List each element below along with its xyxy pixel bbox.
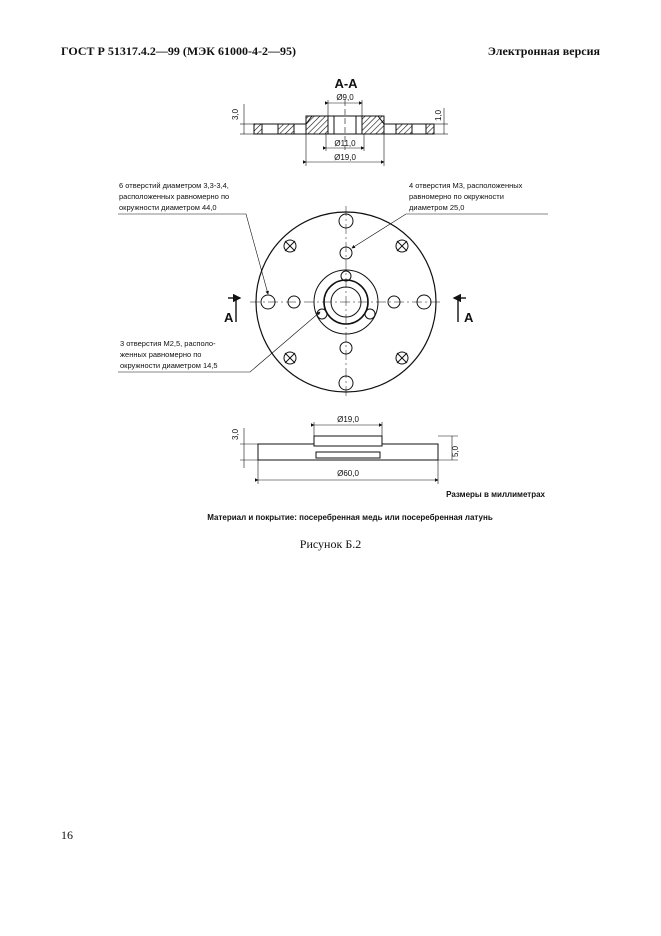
dim-bottom-t5: 5,0 (451, 445, 460, 457)
page-number: 16 (61, 828, 73, 842)
dim-top-d11: Ø11,0 (334, 139, 356, 148)
dim-top-d19: Ø19,0 (334, 153, 356, 162)
callout-6-holes-line-3: окружности диаметром 44,0 (119, 203, 217, 212)
callout-3-holes-line-3: окружности диаметром 14,5 (120, 361, 218, 370)
callout-4-holes-line-3: диаметром 25,0 (409, 203, 465, 212)
dim-top-t3: 3,0 (231, 108, 240, 120)
units-note: Размеры в миллиметрах (446, 490, 545, 499)
callout-6-holes-line-2: расположенных равномерно по (119, 192, 230, 201)
dim-top-t1: 1,0 (434, 109, 443, 121)
material-note: Материал и покрытие: посеребренная медь или посеребренная латунь (207, 513, 493, 522)
callout-3-holes-line-2: женных равномерно по (120, 350, 202, 359)
callout-6-holes-line-1: 6 отверстий диаметром 3,3-3,4, (119, 181, 229, 190)
document-header-standard: ГОСТ Р 51317.4.2—99 (МЭК 61000-4-2—95) (61, 44, 296, 58)
callout-4-holes-line-1: 4 отверстия М3, расположенных (409, 181, 523, 190)
dim-bottom-t3: 3,0 (231, 428, 240, 440)
dim-bottom-d60: Ø60,0 (337, 469, 359, 478)
figure-caption: Рисунок Б.2 (299, 537, 362, 551)
callout-4-holes-line-2: равномерно по окружности (409, 192, 504, 201)
section-marker-left: A (224, 310, 234, 325)
callout-3-holes-line-1: 3 отверстия М2,5, располо- (120, 339, 216, 348)
document-header-edition: Электронная версия (487, 44, 600, 58)
dim-top-d9: Ø9,0 (336, 93, 354, 102)
section-title: A-A (334, 76, 358, 91)
section-marker-right: A (464, 310, 474, 325)
dim-bottom-d19: Ø19,0 (337, 415, 359, 424)
